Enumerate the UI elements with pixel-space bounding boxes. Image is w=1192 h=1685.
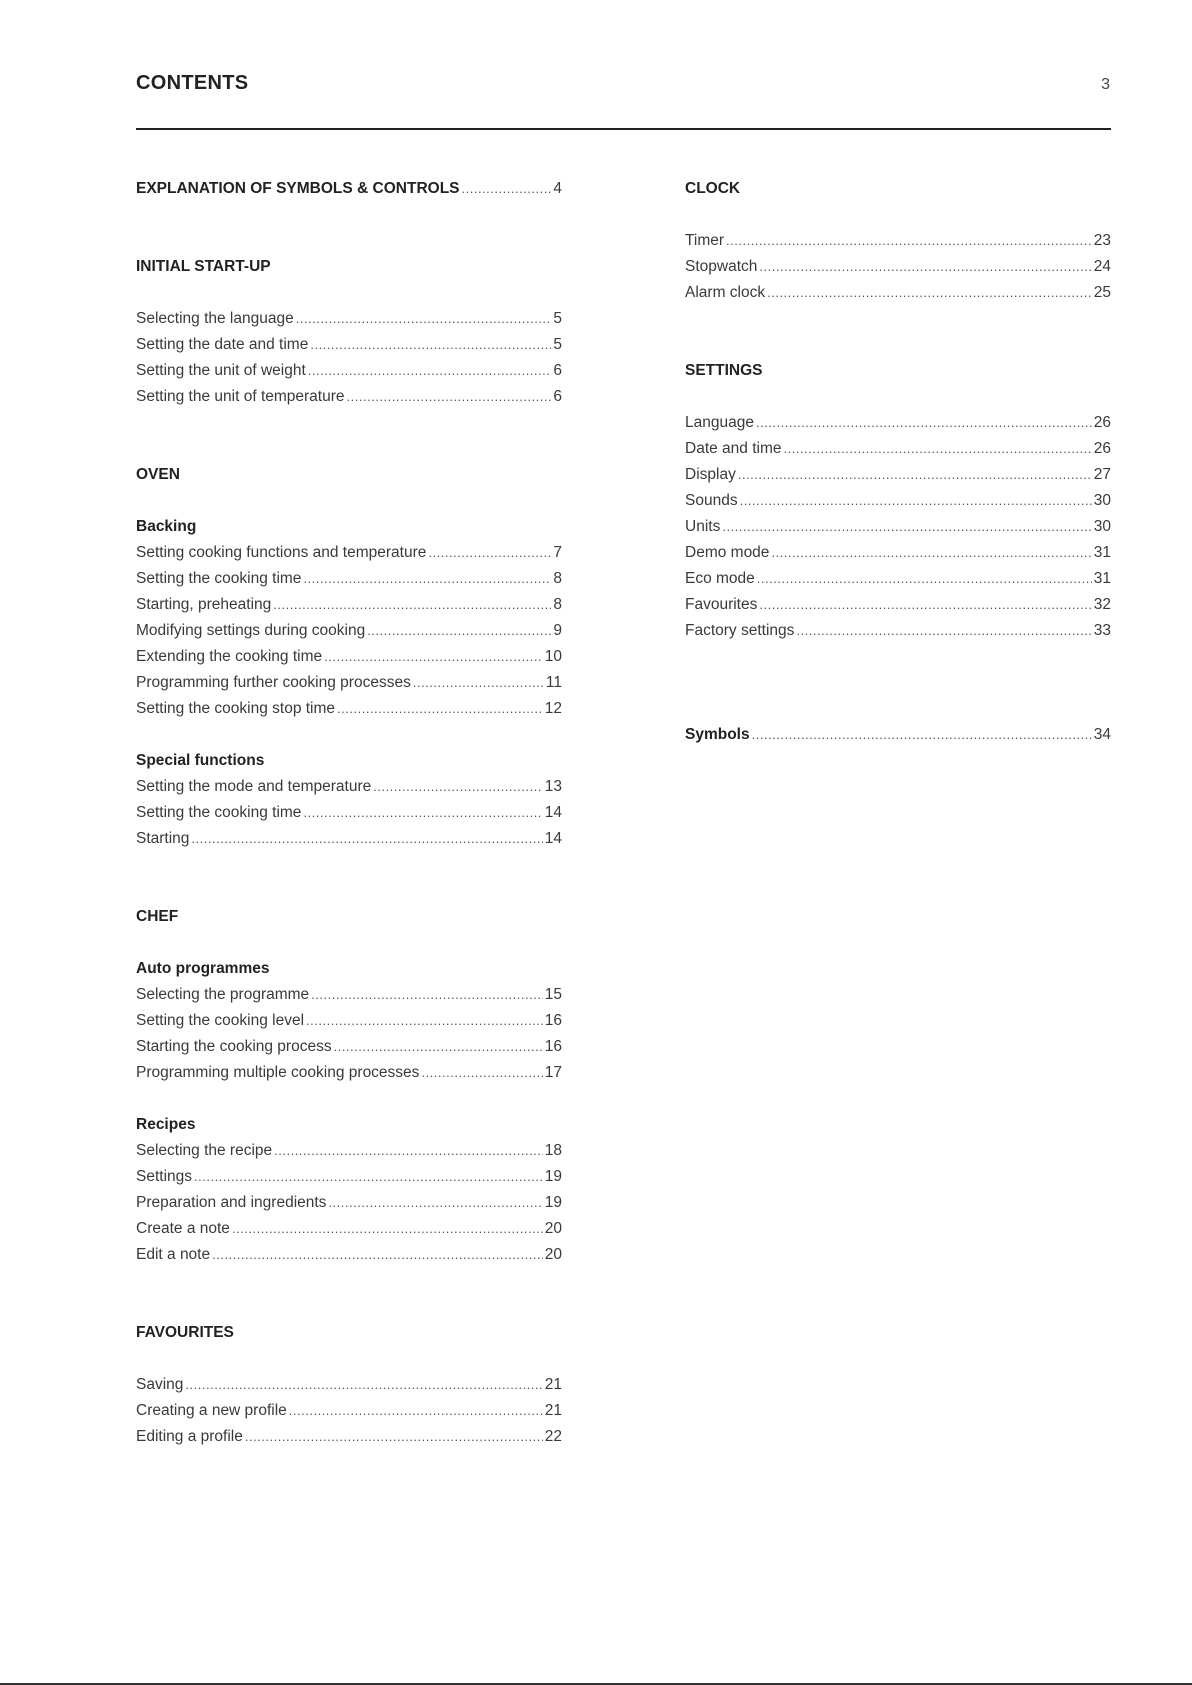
toc-entry[interactable]: Starting ..... 14 xyxy=(136,826,562,852)
toc-entry[interactable]: Editing a profile ..... 22 xyxy=(136,1424,562,1450)
toc-entry[interactable]: Setting the unit of temperature ..... 6 xyxy=(136,384,562,410)
subheading-special-functions: Special functions xyxy=(136,752,265,769)
toc-entry[interactable]: Starting, preheating ..... 8 xyxy=(136,592,562,618)
section-heading-clock: CLOCK xyxy=(685,180,741,197)
toc-entry[interactable]: Display ..... 27 xyxy=(685,462,1111,488)
toc-entry[interactable]: Creating a new profile ..... 21 xyxy=(136,1398,562,1424)
toc-entry[interactable]: Setting the mode and temperature ..... 13 xyxy=(136,774,562,800)
section-heading-initial-start-up: INITIAL START-UP xyxy=(136,258,271,275)
toc-entry[interactable]: Stopwatch ..... 24 xyxy=(685,254,1111,280)
toc-entry[interactable]: Language ..... 26 xyxy=(685,410,1111,436)
toc-entry[interactable]: Programming multiple cooking processes ..... 17 xyxy=(136,1060,562,1086)
subheading-recipes: Recipes xyxy=(136,1116,196,1133)
section-heading-settings: SETTINGS xyxy=(685,362,763,379)
toc-entry[interactable]: Selecting the recipe ..... 18 xyxy=(136,1138,562,1164)
section-heading-favourites: FAVOURITES xyxy=(136,1324,234,1341)
toc-entry[interactable]: Timer ..... 23 xyxy=(685,228,1111,254)
toc-entry[interactable]: Selecting the language ..... 5 xyxy=(136,306,562,332)
toc-entry[interactable]: Modifying settings during cooking ..... 9 xyxy=(136,618,562,644)
toc-entry[interactable]: Settings ..... 19 xyxy=(136,1164,562,1190)
toc-entry[interactable]: Setting the date and time ..... 5 xyxy=(136,332,562,358)
toc-entry[interactable]: Demo mode ..... 31 xyxy=(685,540,1111,566)
subheading-auto-programmes: Auto programmes xyxy=(136,960,270,977)
subheading-backing: Backing xyxy=(136,518,197,535)
toc-entry[interactable]: Setting the cooking level ..... 16 xyxy=(136,1008,562,1034)
header-divider xyxy=(136,128,1111,130)
toc-entry[interactable]: Setting the cooking time ..... 14 xyxy=(136,800,562,826)
toc-entry[interactable]: Setting cooking functions and temperature ..... 7 xyxy=(136,540,562,566)
toc-entry[interactable]: Starting the cooking process ..... 16 xyxy=(136,1034,562,1060)
toc-entry[interactable]: Alarm clock ..... 25 xyxy=(685,280,1111,306)
toc-entry[interactable]: Selecting the programme ..... 15 xyxy=(136,982,562,1008)
toc-entry[interactable]: Sounds ..... 30 xyxy=(685,488,1111,514)
toc-entry[interactable]: Setting the cooking stop time ..... 12 xyxy=(136,696,562,722)
page-number: 3 xyxy=(1101,76,1110,93)
toc-entry[interactable]: Factory settings ..... 33 xyxy=(685,618,1111,644)
toc-entry[interactable]: Setting the unit of weight ..... 6 xyxy=(136,358,562,384)
toc-entry[interactable]: Preparation and ingredients ..... 19 xyxy=(136,1190,562,1216)
toc-entry-symbols[interactable]: Symbols ..... 34 xyxy=(685,722,1111,748)
toc-entry-explanation[interactable]: EXPLANATION OF SYMBOLS & CONTROLS ..... 4 xyxy=(136,176,562,202)
toc-entry[interactable]: Favourites ..... 32 xyxy=(685,592,1111,618)
page-title: CONTENTS xyxy=(136,72,249,94)
toc-entry[interactable]: Units ..... 30 xyxy=(685,514,1111,540)
section-heading-oven: OVEN xyxy=(136,466,180,483)
section-heading-chef: CHEF xyxy=(136,908,179,925)
toc-entry[interactable]: Setting the cooking time ..... 8 xyxy=(136,566,562,592)
toc-entry[interactable]: Saving ..... 21 xyxy=(136,1372,562,1398)
toc-entry[interactable]: Date and time ..... 26 xyxy=(685,436,1111,462)
toc-entry[interactable]: Eco mode ..... 31 xyxy=(685,566,1111,592)
toc-entry[interactable]: Edit a note ..... 20 xyxy=(136,1242,562,1268)
toc-entry[interactable]: Create a note ..... 20 xyxy=(136,1216,562,1242)
toc-entry[interactable]: Extending the cooking time ..... 10 xyxy=(136,644,562,670)
toc-entry[interactable]: Programming further cooking processes ..... 11 xyxy=(136,670,562,696)
